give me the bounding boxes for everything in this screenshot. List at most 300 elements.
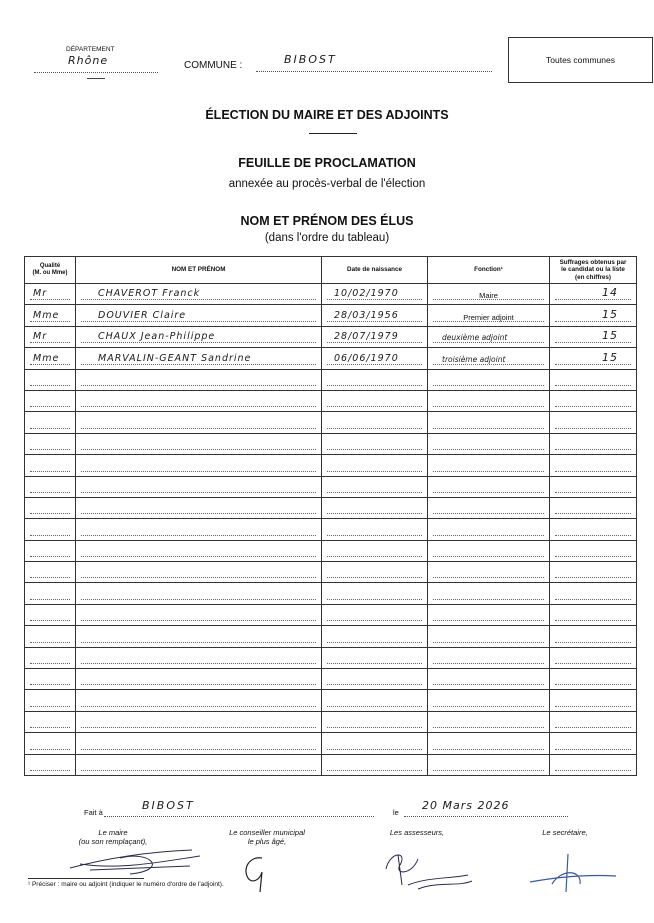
- cell-fonction: [428, 647, 550, 668]
- dotted-line: [30, 599, 70, 600]
- secretaire-signature: [522, 848, 622, 896]
- dotted-line: [81, 342, 316, 343]
- cell-value-nom: DOUVIER Claire: [98, 309, 187, 321]
- col-fonction-header: Fonction¹: [428, 257, 550, 284]
- dotted-line: [555, 471, 631, 472]
- cell-value-fonction: deuxième adjoint: [442, 333, 508, 343]
- cell-value-suffrages: 15: [602, 329, 618, 343]
- dotted-line: [30, 556, 70, 557]
- cell-qualite: [25, 540, 76, 561]
- title-separator: [309, 133, 357, 134]
- cell-nom: [76, 412, 322, 433]
- dotted-line: [555, 556, 631, 557]
- cell-value-nom: MARVALIN-GEANT Sandrine: [98, 352, 252, 364]
- cell-date: [322, 433, 428, 454]
- cell-date: [322, 305, 428, 326]
- dotted-line: [327, 642, 422, 643]
- cell-qualite: [25, 669, 76, 690]
- dotted-line: [433, 556, 544, 557]
- cell-fonction: [428, 369, 550, 390]
- maire-label: Le maire (ou son remplaçant),: [78, 828, 148, 846]
- cell-fonction: [428, 711, 550, 732]
- dotted-line: [433, 342, 544, 343]
- cell-fonction: [428, 348, 550, 369]
- dotted-line: [81, 642, 316, 643]
- toutes-communes-box: [508, 37, 653, 83]
- cell-date: [322, 497, 428, 518]
- dotted-line: [327, 556, 422, 557]
- cell-qualite: [25, 604, 76, 625]
- cell-fonction: [428, 497, 550, 518]
- cell-nom: [76, 433, 322, 454]
- cell-fonction: [428, 583, 550, 604]
- dotted-line: [30, 299, 70, 300]
- cell-date: [322, 412, 428, 433]
- cell-qualite: [25, 711, 76, 732]
- le-line: [404, 799, 568, 817]
- dotted-line: [81, 663, 316, 664]
- cell-nom: [76, 497, 322, 518]
- col-nom-header: NOM ET PRÉNOM: [76, 257, 322, 284]
- cell-value-nom: CHAVEROT Franck: [98, 288, 201, 300]
- table-row: [25, 669, 637, 690]
- dotted-line: [327, 727, 422, 728]
- dotted-line: [30, 364, 70, 365]
- cell-qualite: [25, 455, 76, 476]
- cell-suffrages: [550, 604, 637, 625]
- cell-date: [322, 455, 428, 476]
- dotted-line: [81, 449, 316, 450]
- cell-suffrages: [550, 711, 637, 732]
- departement-underline: [87, 78, 105, 79]
- dotted-line: [327, 428, 422, 429]
- dotted-line: [555, 706, 631, 707]
- cell-nom: [76, 711, 322, 732]
- cell-nom: [76, 647, 322, 668]
- sheet-subtitle: annexée au procès-verbal de l'élection: [228, 178, 426, 190]
- dotted-line: [81, 620, 316, 621]
- dotted-line: [433, 492, 544, 493]
- dotted-line: [81, 577, 316, 578]
- dotted-line: [433, 428, 544, 429]
- cell-date: [322, 476, 428, 497]
- departement-line: [34, 54, 158, 73]
- cell-qualite: [25, 626, 76, 647]
- conseiller-label: Le conseiller municipal le plus âgé,: [229, 828, 305, 846]
- dotted-line: [30, 727, 70, 728]
- table-header-row: [25, 257, 637, 284]
- dotted-line: [555, 449, 631, 450]
- table-row: [25, 476, 637, 497]
- cell-nom: [76, 284, 322, 305]
- dotted-line: [30, 642, 70, 643]
- dotted-line: [30, 706, 70, 707]
- dotted-line: [327, 406, 422, 407]
- cell-nom: [76, 604, 322, 625]
- cell-fonction: [428, 305, 550, 326]
- cell-value-date: 06/06/1970: [334, 352, 399, 364]
- col-date-header: Date de naissance: [322, 257, 428, 284]
- cell-nom: [76, 690, 322, 711]
- cell-nom: [76, 519, 322, 540]
- cell-nom: [76, 669, 322, 690]
- cell-date: [322, 583, 428, 604]
- dotted-line: [555, 663, 631, 664]
- dotted-line: [30, 577, 70, 578]
- table-row: [25, 647, 637, 668]
- dotted-line: [327, 749, 422, 750]
- cell-date: [322, 733, 428, 754]
- cell-suffrages: [550, 733, 637, 754]
- dotted-line: [555, 599, 631, 600]
- cell-date: [322, 604, 428, 625]
- dotted-line: [327, 492, 422, 493]
- conseiller-signature: [236, 852, 276, 896]
- cell-fonction: [428, 669, 550, 690]
- note-rule: [28, 878, 144, 879]
- cell-suffrages: [550, 583, 637, 604]
- cell-fonction: [428, 519, 550, 540]
- dotted-line: [327, 449, 422, 450]
- cell-suffrages: [550, 669, 637, 690]
- dotted-line: [30, 342, 70, 343]
- dotted-line: [81, 599, 316, 600]
- table-row: [25, 754, 637, 775]
- dotted-line: [327, 770, 422, 771]
- cell-fonction: [428, 754, 550, 775]
- cell-suffrages: [550, 476, 637, 497]
- dotted-line: [433, 449, 544, 450]
- table-row: [25, 326, 637, 347]
- le-label: le: [393, 808, 399, 817]
- cell-suffrages: [550, 433, 637, 454]
- cell-date: [322, 647, 428, 668]
- cell-nom: [76, 455, 322, 476]
- cell-suffrages: [550, 626, 637, 647]
- cell-date: [322, 390, 428, 411]
- dotted-line: [327, 299, 422, 300]
- cell-fonction: [428, 433, 550, 454]
- cell-value-suffrages: 15: [602, 350, 618, 364]
- dotted-line: [327, 342, 422, 343]
- cell-suffrages: [550, 519, 637, 540]
- fait-line: [104, 799, 374, 817]
- toutes-communes-label: Toutes communes: [546, 55, 615, 65]
- cell-value-fonction: Maire: [479, 291, 498, 301]
- dotted-line: [555, 684, 631, 685]
- commune-line: [256, 53, 492, 72]
- cell-suffrages: [550, 412, 637, 433]
- dotted-line: [433, 577, 544, 578]
- dotted-line: [555, 299, 631, 300]
- departement-label: DÉPARTEMENT: [66, 46, 115, 53]
- col-qualite-header: Qualité (M. ou Mme): [25, 257, 76, 284]
- dotted-line: [433, 684, 544, 685]
- dotted-line: [433, 385, 544, 386]
- assesseurs-label: Les assesseurs,: [389, 828, 445, 837]
- cell-fonction: [428, 455, 550, 476]
- sheet-title: FEUILLE DE PROCLAMATION: [238, 156, 416, 170]
- cell-value-qualite: Mr: [33, 331, 48, 343]
- cell-value-fonction: Premier adjoint: [463, 312, 514, 322]
- cell-suffrages: [550, 390, 637, 411]
- table-row: [25, 626, 637, 647]
- cell-suffrages: [550, 348, 637, 369]
- cell-suffrages: [550, 369, 637, 390]
- dotted-line: [30, 492, 70, 493]
- table-row: [25, 390, 637, 411]
- cell-value-date: 10/02/1970: [334, 288, 399, 300]
- dotted-line: [555, 385, 631, 386]
- cell-value-date: 28/03/1956: [334, 309, 399, 321]
- cell-suffrages: [550, 305, 637, 326]
- cell-nom: [76, 390, 322, 411]
- cell-qualite: [25, 390, 76, 411]
- table-row: [25, 562, 637, 583]
- cell-fonction: [428, 626, 550, 647]
- cell-qualite: [25, 754, 76, 775]
- dotted-line: [327, 684, 422, 685]
- dotted-line: [81, 406, 316, 407]
- commune-label: COMMUNE :: [184, 60, 243, 71]
- dotted-line: [433, 471, 544, 472]
- commune-value: BIBOST: [284, 53, 337, 66]
- dotted-line: [433, 513, 544, 514]
- dotted-line: [555, 620, 631, 621]
- cell-date: [322, 284, 428, 305]
- dotted-line: [327, 599, 422, 600]
- col-suffrages-header: Suffrages obtenus par le candidat ou la liste (en chiffres): [550, 257, 637, 284]
- dotted-line: [30, 428, 70, 429]
- cell-nom: [76, 540, 322, 561]
- names-subtitle: (dans l'ordre du tableau): [264, 232, 390, 244]
- cell-date: [322, 690, 428, 711]
- dotted-line: [81, 556, 316, 557]
- cell-fonction: [428, 540, 550, 561]
- cell-value-qualite: Mme: [33, 309, 60, 321]
- cell-value-fonction: troisième adjoint: [442, 354, 506, 364]
- dotted-line: [81, 535, 316, 536]
- table-body: [25, 284, 637, 776]
- dotted-line: [327, 706, 422, 707]
- dotted-line: [555, 428, 631, 429]
- table-row: [25, 348, 637, 369]
- cell-fonction: [428, 476, 550, 497]
- dotted-line: [433, 770, 544, 771]
- dotted-line: [327, 513, 422, 514]
- cell-fonction: [428, 733, 550, 754]
- cell-suffrages: [550, 540, 637, 561]
- table-row: [25, 497, 637, 518]
- dotted-line: [30, 749, 70, 750]
- dotted-line: [81, 364, 316, 365]
- dotted-line: [327, 321, 422, 322]
- dotted-line: [30, 406, 70, 407]
- names-title: NOM ET PRÉNOM DES ÉLUS: [240, 214, 414, 228]
- table-row: [25, 369, 637, 390]
- cell-value-suffrages: 14: [602, 286, 618, 300]
- dotted-line: [327, 620, 422, 621]
- table-row: [25, 455, 637, 476]
- dotted-line: [81, 428, 316, 429]
- cell-qualite: [25, 348, 76, 369]
- cell-fonction: [428, 326, 550, 347]
- cell-date: [322, 711, 428, 732]
- table-row: [25, 540, 637, 561]
- fait-value: BIBOST: [142, 799, 195, 812]
- cell-date: [322, 669, 428, 690]
- dotted-line: [81, 770, 316, 771]
- cell-qualite: [25, 583, 76, 604]
- cell-nom: [76, 369, 322, 390]
- assesseurs-signature: [378, 845, 478, 897]
- dotted-line: [555, 577, 631, 578]
- dotted-line: [555, 321, 631, 322]
- cell-nom: [76, 476, 322, 497]
- dotted-line: [30, 684, 70, 685]
- le-value: 20 Mars 2026: [422, 799, 510, 812]
- dotted-line: [555, 535, 631, 536]
- table-row: [25, 604, 637, 625]
- table-row: [25, 733, 637, 754]
- cell-value-date: 28/07/1979: [334, 331, 399, 343]
- cell-nom: [76, 583, 322, 604]
- dotted-line: [327, 385, 422, 386]
- dotted-line: [555, 642, 631, 643]
- cell-fonction: [428, 284, 550, 305]
- dotted-line: [30, 471, 70, 472]
- cell-suffrages: [550, 497, 637, 518]
- cell-qualite: [25, 497, 76, 518]
- dotted-line: [81, 727, 316, 728]
- cell-qualite: [25, 305, 76, 326]
- cell-qualite: [25, 284, 76, 305]
- footnote: ¹ Préciser : maire ou adjoint (indiquer le numéro d'ordre de l'adjoint).: [28, 881, 224, 888]
- cell-date: [322, 540, 428, 561]
- cell-date: [322, 326, 428, 347]
- dotted-line: [555, 513, 631, 514]
- table-row: [25, 690, 637, 711]
- dotted-line: [433, 642, 544, 643]
- dotted-line: [555, 342, 631, 343]
- dotted-line: [327, 364, 422, 365]
- cell-fonction: [428, 604, 550, 625]
- cell-nom: [76, 562, 322, 583]
- dotted-line: [30, 449, 70, 450]
- cell-fonction: [428, 690, 550, 711]
- elus-table: [24, 256, 637, 776]
- dotted-line: [81, 706, 316, 707]
- cell-date: [322, 626, 428, 647]
- cell-fonction: [428, 390, 550, 411]
- main-title: ÉLECTION DU MAIRE ET DES ADJOINTS: [205, 108, 449, 122]
- cell-value-qualite: Mr: [33, 288, 48, 300]
- cell-qualite: [25, 369, 76, 390]
- cell-fonction: [428, 412, 550, 433]
- table-row: [25, 583, 637, 604]
- dotted-line: [30, 385, 70, 386]
- dotted-line: [433, 620, 544, 621]
- cell-date: [322, 369, 428, 390]
- cell-suffrages: [550, 690, 637, 711]
- cell-qualite: [25, 433, 76, 454]
- dotted-line: [555, 364, 631, 365]
- cell-date: [322, 562, 428, 583]
- secretaire-label: Le secrétaire,: [542, 828, 588, 837]
- cell-nom: [76, 626, 322, 647]
- dotted-line: [433, 406, 544, 407]
- dotted-line: [81, 471, 316, 472]
- dotted-line: [81, 299, 316, 300]
- dotted-line: [30, 620, 70, 621]
- dotted-line: [327, 535, 422, 536]
- cell-nom: [76, 305, 322, 326]
- dotted-line: [327, 471, 422, 472]
- dotted-line: [81, 321, 316, 322]
- cell-value-nom: CHAUX Jean-Philippe: [98, 331, 216, 343]
- cell-nom: [76, 754, 322, 775]
- dotted-line: [81, 513, 316, 514]
- cell-value-suffrages: 15: [602, 307, 618, 321]
- cell-suffrages: [550, 754, 637, 775]
- dotted-line: [81, 684, 316, 685]
- dotted-line: [81, 385, 316, 386]
- dotted-line: [555, 727, 631, 728]
- dotted-line: [30, 770, 70, 771]
- cell-suffrages: [550, 647, 637, 668]
- dotted-line: [433, 706, 544, 707]
- cell-date: [322, 754, 428, 775]
- dotted-line: [433, 364, 544, 365]
- cell-qualite: [25, 476, 76, 497]
- cell-qualite: [25, 562, 76, 583]
- departement-value: Rhône: [68, 54, 109, 67]
- dotted-line: [327, 663, 422, 664]
- table-row: [25, 519, 637, 540]
- dotted-line: [433, 749, 544, 750]
- dotted-line: [30, 513, 70, 514]
- dotted-line: [30, 321, 70, 322]
- cell-suffrages: [550, 562, 637, 583]
- cell-value-qualite: Mme: [33, 352, 60, 364]
- dotted-line: [30, 535, 70, 536]
- cell-nom: [76, 348, 322, 369]
- cell-date: [322, 348, 428, 369]
- dotted-line: [327, 577, 422, 578]
- dotted-line: [555, 770, 631, 771]
- dotted-line: [433, 663, 544, 664]
- cell-nom: [76, 326, 322, 347]
- table-row: [25, 711, 637, 732]
- dotted-line: [555, 749, 631, 750]
- table-row: [25, 284, 637, 305]
- maire-signature: [60, 840, 210, 880]
- dotted-line: [555, 492, 631, 493]
- cell-suffrages: [550, 326, 637, 347]
- dotted-line: [433, 535, 544, 536]
- cell-qualite: [25, 647, 76, 668]
- table-row: [25, 433, 637, 454]
- cell-qualite: [25, 690, 76, 711]
- dotted-line: [81, 492, 316, 493]
- cell-date: [322, 519, 428, 540]
- table-row: [25, 305, 637, 326]
- dotted-line: [433, 727, 544, 728]
- table-row: [25, 412, 637, 433]
- cell-suffrages: [550, 455, 637, 476]
- dotted-line: [30, 663, 70, 664]
- cell-qualite: [25, 733, 76, 754]
